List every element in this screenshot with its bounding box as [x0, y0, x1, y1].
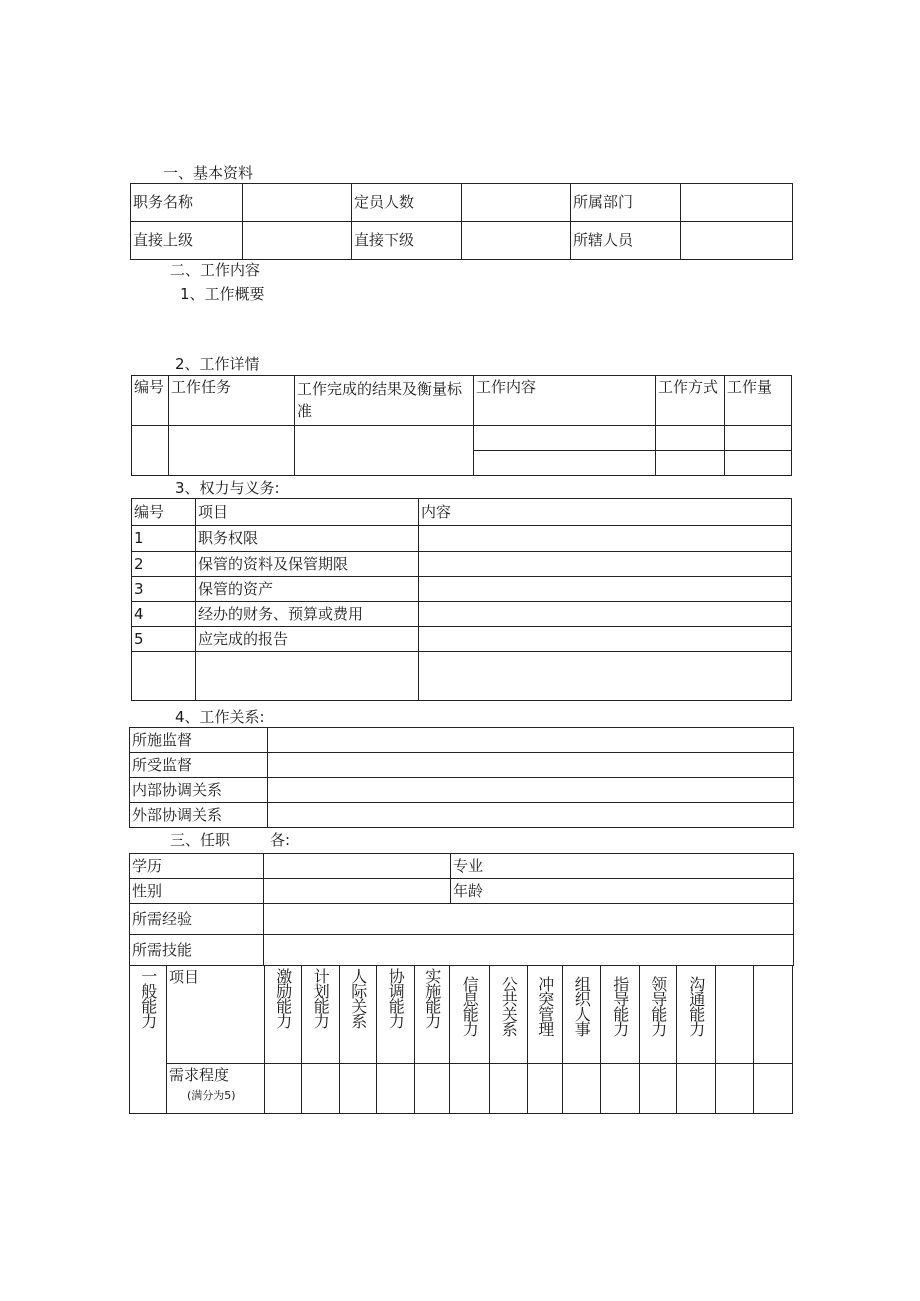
relation-field[interactable] [268, 803, 794, 828]
ability-header: 激励能力 [265, 966, 302, 1064]
rights-row-item: 应完成的报告 [196, 627, 419, 652]
rights-row-content[interactable] [419, 627, 792, 652]
general-ability-label: 一般能力 [130, 966, 167, 1114]
ability-header: 沟通能力 [677, 966, 716, 1064]
relation-label: 外部协调关系 [130, 803, 268, 828]
detail-cell[interactable] [725, 451, 792, 476]
headcount-field[interactable] [462, 184, 571, 222]
rights-duties-table [131, 498, 792, 701]
experience-label: 所需经验 [130, 904, 264, 935]
headcount-label: 定员人数 [352, 184, 462, 222]
work-relations-title: 4、工作关系: [175, 708, 265, 726]
direct-subordinate-field[interactable] [462, 222, 571, 260]
relation-label: 内部协调关系 [130, 778, 268, 803]
relation-field[interactable] [268, 753, 794, 778]
job-title-label: 职务名称 [131, 184, 243, 222]
detail-header-amount: 工作量 [725, 376, 792, 426]
ability-header: 信息能力 [450, 966, 490, 1064]
ability-score-cell[interactable] [528, 1064, 563, 1114]
ability-score-cell[interactable] [601, 1064, 640, 1114]
rights-header-no: 编号 [132, 499, 196, 526]
relation-field[interactable] [268, 728, 794, 753]
rights-row-no: 2 [132, 552, 196, 577]
section3-title: 三、任职 [170, 831, 231, 849]
work-details-table [131, 375, 792, 476]
ability-header: 协调能力 [377, 966, 415, 1064]
staff-under-field[interactable] [681, 222, 793, 260]
detail-header-method: 工作方式 [656, 376, 725, 426]
ability-item-label: 项目 [167, 966, 265, 1064]
rights-row-no: 3 [132, 577, 196, 602]
ability-header: 冲突管理 [528, 966, 563, 1064]
ability-table [129, 965, 793, 1114]
rights-row-content[interactable] [419, 552, 792, 577]
rights-row-content[interactable] [419, 652, 792, 701]
work-overview-title: 1、工作概要 [180, 285, 265, 303]
ability-header: 领导能力 [640, 966, 677, 1064]
detail-cell[interactable] [132, 426, 169, 476]
section3-title-suffix: 各: [270, 831, 291, 849]
ability-header: 组织人事 [563, 966, 601, 1064]
rights-row-item[interactable] [196, 652, 419, 701]
experience-field[interactable] [264, 904, 794, 935]
skills-field[interactable] [264, 935, 794, 966]
rights-row-no[interactable] [132, 652, 196, 701]
basic-info-table [130, 183, 793, 260]
rights-row-no: 1 [132, 526, 196, 552]
gender-label: 性别 [130, 879, 264, 904]
rights-row-item: 职务权限 [196, 526, 419, 552]
detail-cell[interactable] [169, 426, 295, 476]
education-label: 学历 [130, 854, 264, 879]
demand-level-label: 需求程度 (满分为5) [167, 1064, 265, 1114]
detail-cell[interactable] [474, 451, 656, 476]
ability-score-cell[interactable] [377, 1064, 415, 1114]
ability-score-cell[interactable] [677, 1064, 716, 1114]
staff-under-label: 所辖人员 [571, 222, 681, 260]
department-label: 所属部门 [571, 184, 681, 222]
work-details-title: 2、工作详情 [175, 355, 260, 373]
direct-superior-field[interactable] [243, 222, 352, 260]
ability-header: 公共关系 [490, 966, 528, 1064]
relation-field[interactable] [268, 778, 794, 803]
detail-header-result: 工作完成的结果及衡量标准 [295, 376, 474, 426]
detail-cell[interactable] [656, 451, 725, 476]
rights-header-item: 项目 [196, 499, 419, 526]
department-field[interactable] [681, 184, 793, 222]
direct-subordinate-label: 直接下级 [352, 222, 462, 260]
skills-label: 所需技能 [130, 935, 264, 966]
qualifications-table [129, 853, 794, 966]
ability-score-cell[interactable] [415, 1064, 450, 1114]
rights-row-no: 5 [132, 627, 196, 652]
detail-cell[interactable] [474, 426, 656, 451]
demand-level-note: (满分为5) [187, 1088, 236, 1102]
ability-header: 指导能力 [601, 966, 640, 1064]
ability-score-cell[interactable] [302, 1064, 340, 1114]
ability-score-cell[interactable] [563, 1064, 601, 1114]
work-relations-table [129, 727, 794, 828]
job-title-field[interactable] [243, 184, 352, 222]
ability-score-cell[interactable] [340, 1064, 377, 1114]
detail-header-task: 工作任务 [169, 376, 295, 426]
relation-label: 所受监督 [130, 753, 268, 778]
ability-header: 实施能力 [415, 966, 450, 1064]
ability-header: 人际关系 [340, 966, 377, 1064]
education-field[interactable] [264, 854, 451, 879]
ability-score-cell[interactable] [754, 1064, 793, 1114]
rights-row-item: 保管的资料及保管期限 [196, 552, 419, 577]
relation-label: 所施监督 [130, 728, 268, 753]
ability-header [716, 966, 754, 1064]
rights-row-content[interactable] [419, 602, 792, 627]
detail-cell[interactable] [725, 426, 792, 451]
rights-row-content[interactable] [419, 526, 792, 552]
ability-header: 计划能力 [302, 966, 340, 1064]
detail-cell[interactable] [656, 426, 725, 451]
detail-header-content: 工作内容 [474, 376, 656, 426]
rights-row-item: 经办的财务、预算或费用 [196, 602, 419, 627]
section2-title: 二、工作内容 [170, 261, 261, 279]
rights-duties-title: 3、权力与义务: [175, 479, 280, 497]
ability-score-cell[interactable] [640, 1064, 677, 1114]
ability-score-cell[interactable] [450, 1064, 490, 1114]
rights-row-item: 保管的资产 [196, 577, 419, 602]
rights-row-no: 4 [132, 602, 196, 627]
rights-row-content[interactable] [419, 577, 792, 602]
rights-header-content: 内容 [419, 499, 792, 526]
ability-score-cell[interactable] [716, 1064, 754, 1114]
detail-header-no: 编号 [132, 376, 169, 426]
ability-score-cell[interactable] [265, 1064, 302, 1114]
age-label: 年龄 [451, 879, 794, 904]
gender-field[interactable] [264, 879, 451, 904]
detail-cell[interactable] [295, 426, 474, 476]
section1-title: 一、基本资料 [163, 164, 254, 182]
ability-header [754, 966, 793, 1064]
major-label: 专业 [451, 854, 794, 879]
direct-superior-label: 直接上级 [131, 222, 243, 260]
ability-score-cell[interactable] [490, 1064, 528, 1114]
